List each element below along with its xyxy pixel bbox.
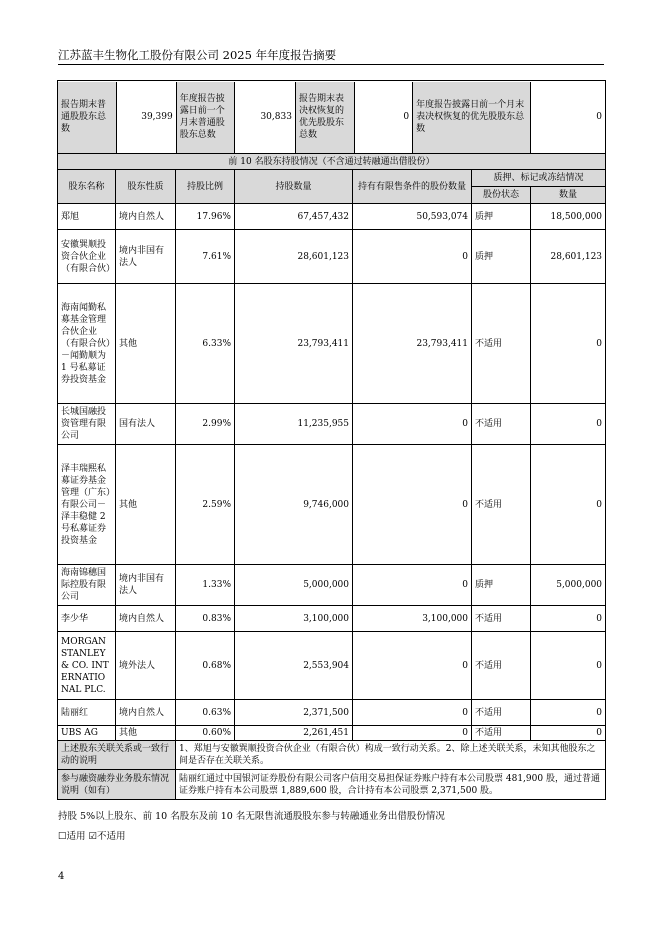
margin-trading-text: 陆丽红通过中国银河证券股份有限公司客户信用交易担保证券账户持有本公司股票 481,900 股，通过普通证券账户持有本公司股票 1,889,600 股，合计持有本公司股票 2,371,500 股。: [176, 770, 606, 800]
pledge-status: 不适用: [472, 445, 531, 565]
table-row: [58, 700, 606, 726]
shareholder-ratio: 2.99%: [176, 404, 235, 445]
header-count: 持股数量: [235, 170, 353, 204]
prior-month-holders-value: 30,833: [234, 82, 295, 153]
shareholder-name: MORGAN STANLEY & CO. INTERNATIONAL PLC.: [58, 632, 116, 700]
shareholder-count: 11,235,955: [235, 404, 353, 445]
shareholder-name: 海南闻勤私募基金管理合伙企业（有限合伙）－闻勤顺为 1 号私募证券投资基金: [58, 284, 116, 404]
related-parties-label: 上述股东关联关系或一致行动的说明: [58, 741, 176, 770]
shareholder-nature: 其他: [116, 445, 176, 565]
total-holders-label: 报告期末普通股股东总数: [58, 82, 116, 153]
table-row: [58, 606, 606, 632]
table-row: [58, 284, 606, 404]
shareholder-count: 9,746,000: [235, 445, 353, 565]
pledge-status: 不适用: [472, 700, 531, 726]
pledge-status: 不适用: [472, 404, 531, 445]
shareholder-name: 李少华: [58, 606, 116, 632]
shareholder-ratio: 17.96%: [176, 204, 235, 230]
pledge-status: 质押: [472, 230, 531, 284]
shareholder-count: 2,371,500: [235, 700, 353, 726]
shareholder-ratio: 0.63%: [176, 700, 235, 726]
top10-section-title: 前 10 名股东持股情况（不含通过转融通出借股份）: [58, 154, 606, 170]
shareholder-restricted: 0: [353, 445, 472, 565]
header-pledge-count: 数量: [531, 187, 606, 204]
page-number: 4: [58, 871, 65, 882]
applicability-checkboxes: ☐适用 ☑不适用: [58, 831, 126, 842]
shareholder-nature: 境内非国有法人: [116, 230, 176, 284]
preferred-holders-value: 0: [355, 82, 413, 153]
shareholder-nature: 境内自然人: [116, 606, 176, 632]
shareholder-restricted: 50,593,074: [353, 204, 472, 230]
shareholder-count: 5,000,000: [235, 565, 353, 606]
shareholder-nature: 其他: [116, 726, 176, 741]
shareholder-count: 28,601,123: [235, 230, 353, 284]
header-divider: [58, 64, 604, 65]
shareholder-count: 67,457,432: [235, 204, 353, 230]
table-row: [58, 204, 606, 230]
summary-row: [58, 81, 606, 154]
shareholder-restricted: 0: [353, 700, 472, 726]
shareholder-count: 2,261,451: [235, 726, 353, 741]
table-row: [58, 230, 606, 284]
margin-trading-label: 参与融资融券业务股东情况说明（如有）: [58, 770, 176, 800]
header-restricted: 持有有限售条件的股份数量: [353, 170, 472, 204]
table-row: [58, 726, 606, 741]
pledge-status: 不适用: [472, 606, 531, 632]
header-pledge-group: 质押、标记或冻结情况: [472, 170, 606, 187]
shareholder-ratio: 7.61%: [176, 230, 235, 284]
shareholder-nature: 境内自然人: [116, 204, 176, 230]
prior-month-holders-label: 年度报告披露日前一个月末普通股股东总数: [176, 82, 234, 153]
table-row: [58, 565, 606, 606]
shareholder-nature: 国有法人: [116, 404, 176, 445]
prior-month-preferred-label: 年度报告披露日前一个月末表决权恢复的优先股股东总数: [413, 82, 531, 153]
shareholder-ratio: 0.68%: [176, 632, 235, 700]
total-holders-value: 39,399: [116, 82, 176, 153]
pledge-count: 28,601,123: [531, 230, 606, 284]
header-name: 股东名称: [58, 170, 116, 204]
pledge-status: 质押: [472, 204, 531, 230]
table-row: [58, 632, 606, 700]
shareholder-nature: 其他: [116, 284, 176, 404]
table-row: [58, 404, 606, 445]
shareholder-count: 2,553,904: [235, 632, 353, 700]
header-ratio: 持股比例: [176, 170, 235, 204]
shareholder-count: 23,793,411: [235, 284, 353, 404]
shareholder-name: 郑旭: [58, 204, 116, 230]
shareholder-restricted: 0: [353, 565, 472, 606]
pledge-count: 18,500,000: [531, 204, 606, 230]
shareholder-ratio: 0.60%: [176, 726, 235, 741]
table-row: [58, 445, 606, 565]
report-header-title: 江苏蓝丰生物化工股份有限公司 2025 年年度报告摘要: [58, 48, 337, 62]
pledge-status: 不适用: [472, 284, 531, 404]
shareholder-ratio: 2.59%: [176, 445, 235, 565]
pledge-status: 质押: [472, 565, 531, 606]
shareholder-name: 海南锦穗国际控股有限公司: [58, 565, 116, 606]
shareholder-count: 3,100,000: [235, 606, 353, 632]
pledge-count: 5,000,000: [531, 565, 606, 606]
lending-note: 持股 5%以上股东、前 10 名股东及前 10 名无限售流通股股东参与转融通业务出借股份情况: [58, 811, 445, 822]
shareholder-restricted: 0: [353, 230, 472, 284]
shareholder-name: 陆丽红: [58, 700, 116, 726]
pledge-count: 0: [531, 606, 606, 632]
pledge-count: 0: [531, 404, 606, 445]
shareholder-table: [57, 80, 606, 800]
shareholder-nature: 境内非国有法人: [116, 565, 176, 606]
shareholder-name: 长城国融投资管理有限公司: [58, 404, 116, 445]
pledge-status: 不适用: [472, 632, 531, 700]
pledge-count: 0: [531, 632, 606, 700]
header-nature: 股东性质: [116, 170, 176, 204]
shareholder-nature: 境内自然人: [116, 700, 176, 726]
pledge-count: 0: [531, 445, 606, 565]
pledge-count: 0: [531, 726, 606, 741]
shareholder-restricted: 0: [353, 632, 472, 700]
shareholder-restricted: 23,793,411: [353, 284, 472, 404]
shareholder-name: 安徽巽顺投资合伙企业（有限合伙）: [58, 230, 116, 284]
shareholder-ratio: 0.83%: [176, 606, 235, 632]
shareholder-restricted: 3,100,000: [353, 606, 472, 632]
pledge-count: 0: [531, 700, 606, 726]
related-parties-text: 1、郑旭与安徽巽顺投资合伙企业（有限合伙）构成一致行动关系。2、除上述关联关系，未知其他股东之间是否存在关联关系。: [176, 741, 606, 770]
shareholder-name: UBS AG: [58, 726, 116, 741]
header-pledge-status: 股份状态: [472, 187, 531, 204]
shareholder-ratio: 1.33%: [176, 565, 235, 606]
preferred-holders-label: 报告期末表决权恢复的优先股股东总数: [295, 82, 354, 153]
shareholder-name: 泽丰瑞熙私募证券基金管理（广东）有限公司－泽丰稳健 2 号私募证券投资基金: [58, 445, 116, 565]
shareholder-restricted: 0: [353, 404, 472, 445]
prior-month-preferred-value: 0: [596, 112, 603, 122]
shareholder-restricted: 0: [353, 726, 472, 741]
pledge-count: 0: [531, 284, 606, 404]
shareholder-ratio: 6.33%: [176, 284, 235, 404]
shareholder-nature: 境外法人: [116, 632, 176, 700]
pledge-status: 不适用: [472, 726, 531, 741]
